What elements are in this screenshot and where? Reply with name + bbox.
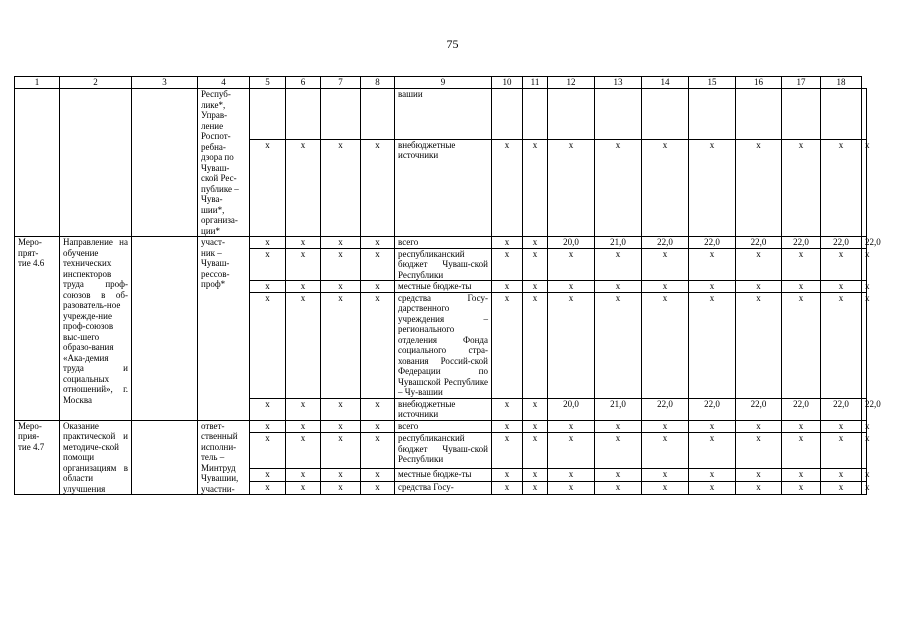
header-cell: 16: [736, 77, 782, 89]
value-cell: x: [361, 433, 395, 469]
value-cell: x: [642, 433, 689, 469]
header-row: [15, 77, 867, 89]
value-cell: x: [821, 292, 862, 398]
value-cell: 22,0: [862, 398, 867, 420]
value-cell: 20,0: [548, 237, 595, 249]
funding-source-cell: республиканский бюджет Чуваш-ской Республики: [395, 248, 492, 281]
value-cell: [321, 89, 361, 140]
value-cell: x: [321, 139, 361, 236]
value-cell: 22,0: [736, 398, 782, 420]
value-cell: x: [782, 139, 821, 236]
value-cell: x: [361, 482, 395, 495]
value-cell: x: [642, 292, 689, 398]
value-cell: x: [782, 420, 821, 433]
value-cell: x: [250, 139, 286, 236]
value-cell: [736, 89, 782, 140]
value-cell: x: [548, 292, 595, 398]
value-cell: x: [286, 139, 321, 236]
funding-source-cell: внебюджетные источники: [395, 139, 492, 236]
value-cell: x: [862, 433, 867, 469]
value-cell: x: [250, 292, 286, 398]
header-cell: 10: [492, 77, 523, 89]
value-cell: 22,0: [821, 398, 862, 420]
value-cell: x: [523, 281, 548, 293]
value-cell: x: [782, 281, 821, 293]
value-cell: 21,0: [595, 237, 642, 249]
value-cell: x: [492, 281, 523, 293]
value-cell: x: [250, 398, 286, 420]
value-cell: x: [595, 420, 642, 433]
value-cell: 20,0: [548, 398, 595, 420]
value-cell: x: [286, 292, 321, 398]
event-cell: [15, 89, 60, 237]
value-cell: [523, 89, 548, 140]
value-cell: x: [492, 433, 523, 469]
value-cell: x: [862, 139, 867, 236]
value-cell: x: [250, 469, 286, 482]
value-cell: x: [523, 139, 548, 236]
value-cell: x: [782, 292, 821, 398]
value-cell: 22,0: [862, 237, 867, 249]
header-cell: 5: [250, 77, 286, 89]
value-cell: x: [321, 469, 361, 482]
event-cell: Меро- прят- тие 4.6: [15, 237, 60, 421]
value-cell: x: [321, 398, 361, 420]
value-cell: x: [286, 281, 321, 293]
value-cell: x: [821, 482, 862, 495]
value-cell: x: [642, 469, 689, 482]
value-cell: x: [642, 420, 689, 433]
value-cell: x: [642, 482, 689, 495]
header-cell: 8: [361, 77, 395, 89]
funding-source-cell: средства Госу-: [395, 482, 492, 495]
value-cell: x: [361, 292, 395, 398]
value-cell: x: [361, 420, 395, 433]
value-cell: 22,0: [821, 237, 862, 249]
value-cell: [548, 89, 595, 140]
value-cell: [862, 89, 867, 140]
value-cell: x: [286, 248, 321, 281]
value-cell: x: [595, 139, 642, 236]
value-cell: x: [286, 237, 321, 249]
value-cell: x: [523, 420, 548, 433]
name-cell: Направление на обучение технических инспекторов труда проф-союзов в об-разователь-ное учрежде-ние проф-союзов выс-шего образо-вания «Ака-демия труда и социальных отношений», г. Москва: [60, 237, 132, 421]
value-cell: x: [689, 482, 736, 495]
header-cell: 17: [782, 77, 821, 89]
header-cell: 14: [642, 77, 689, 89]
header-cell: 18: [821, 77, 862, 89]
value-cell: 21,0: [595, 398, 642, 420]
empty-cell: [132, 420, 198, 495]
value-cell: x: [286, 398, 321, 420]
value-cell: 22,0: [736, 237, 782, 249]
block1-row: [15, 237, 867, 249]
value-cell: x: [250, 237, 286, 249]
value-cell: x: [689, 292, 736, 398]
value-cell: 22,0: [642, 237, 689, 249]
value-cell: x: [595, 281, 642, 293]
value-cell: x: [492, 482, 523, 495]
value-cell: x: [689, 420, 736, 433]
value-cell: x: [782, 482, 821, 495]
header-cell: 6: [286, 77, 321, 89]
empty-cell: [132, 89, 198, 237]
value-cell: x: [250, 248, 286, 281]
program-table: [14, 76, 881, 495]
value-cell: x: [689, 433, 736, 469]
value-cell: x: [689, 469, 736, 482]
value-cell: x: [642, 248, 689, 281]
value-cell: x: [492, 237, 523, 249]
value-cell: x: [548, 281, 595, 293]
value-cell: 22,0: [642, 398, 689, 420]
name-cell: [60, 89, 132, 237]
header-cell: 4: [198, 77, 250, 89]
value-cell: x: [595, 433, 642, 469]
value-cell: [642, 89, 689, 140]
value-cell: x: [689, 281, 736, 293]
value-cell: [492, 89, 523, 140]
value-cell: x: [492, 248, 523, 281]
value-cell: [250, 89, 286, 140]
value-cell: x: [361, 139, 395, 236]
value-cell: 22,0: [689, 398, 736, 420]
header-cell: 15: [689, 77, 736, 89]
value-cell: x: [523, 482, 548, 495]
block0-row: [15, 89, 867, 140]
block2-row: [15, 420, 867, 433]
header-cell: 3: [132, 77, 198, 89]
value-cell: x: [250, 281, 286, 293]
value-cell: x: [862, 469, 867, 482]
value-cell: x: [492, 139, 523, 236]
value-cell: x: [642, 281, 689, 293]
value-cell: 22,0: [689, 237, 736, 249]
header-cell: 12: [548, 77, 595, 89]
value-cell: x: [286, 420, 321, 433]
value-cell: x: [736, 281, 782, 293]
value-cell: x: [523, 433, 548, 469]
value-cell: x: [321, 420, 361, 433]
value-cell: x: [736, 482, 782, 495]
value-cell: x: [548, 433, 595, 469]
value-cell: x: [736, 420, 782, 433]
value-cell: x: [862, 482, 867, 495]
value-cell: 22,0: [782, 237, 821, 249]
value-cell: x: [321, 248, 361, 281]
value-cell: x: [321, 237, 361, 249]
empty-cell: [132, 237, 198, 421]
value-cell: x: [689, 139, 736, 236]
value-cell: [821, 89, 862, 140]
value-cell: [286, 89, 321, 140]
value-cell: x: [321, 281, 361, 293]
funding-source-cell: всего: [395, 237, 492, 249]
header-cell: 9: [395, 77, 492, 89]
value-cell: x: [321, 433, 361, 469]
value-cell: [689, 89, 736, 140]
name-cell: Оказание практической и методиче-ской помощи организациям в области улучшения: [60, 420, 132, 495]
value-cell: x: [821, 469, 862, 482]
value-cell: x: [492, 469, 523, 482]
executor-cell: ответ- ственный исполни- тель – Минтруд Чувашии, участни-: [198, 420, 250, 495]
funding-source-cell: вашии: [395, 89, 492, 140]
value-cell: x: [821, 139, 862, 236]
page-number: 75: [446, 37, 459, 51]
value-cell: x: [286, 482, 321, 495]
value-cell: x: [736, 433, 782, 469]
value-cell: x: [782, 248, 821, 281]
value-cell: x: [595, 248, 642, 281]
value-cell: x: [821, 248, 862, 281]
funding-source-cell: всего: [395, 420, 492, 433]
value-cell: x: [736, 469, 782, 482]
value-cell: x: [642, 139, 689, 236]
value-cell: x: [595, 469, 642, 482]
value-cell: x: [361, 237, 395, 249]
value-cell: x: [286, 433, 321, 469]
value-cell: x: [821, 433, 862, 469]
value-cell: x: [689, 248, 736, 281]
value-cell: x: [821, 281, 862, 293]
value-cell: x: [286, 469, 321, 482]
value-cell: x: [736, 139, 782, 236]
funding-source-cell: местные бюдже-ты: [395, 469, 492, 482]
value-cell: x: [523, 292, 548, 398]
executor-cell: участ- ник – Чуваш- рессов- проф*: [198, 237, 250, 421]
value-cell: x: [361, 398, 395, 420]
value-cell: x: [736, 292, 782, 398]
value-cell: x: [548, 248, 595, 281]
value-cell: x: [492, 398, 523, 420]
value-cell: x: [782, 469, 821, 482]
value-cell: x: [250, 482, 286, 495]
value-cell: x: [321, 292, 361, 398]
value-cell: x: [523, 237, 548, 249]
header-cell: 1: [15, 77, 60, 89]
header-cell: 11: [523, 77, 548, 89]
value-cell: x: [821, 420, 862, 433]
value-cell: x: [361, 281, 395, 293]
value-cell: x: [361, 248, 395, 281]
value-cell: x: [548, 420, 595, 433]
event-cell: Меро- прия- тие 4.7: [15, 420, 60, 495]
value-cell: x: [250, 433, 286, 469]
value-cell: x: [736, 248, 782, 281]
value-cell: x: [862, 420, 867, 433]
header-cell: 7: [321, 77, 361, 89]
executor-cell: Респуб- лике*, Управ- ление Роспот- ребна- дзора по Чуваш- ской Рес- публике – Чува- шии*, организа- ции*: [198, 89, 250, 237]
value-cell: x: [862, 292, 867, 398]
value-cell: [361, 89, 395, 140]
value-cell: x: [548, 139, 595, 236]
funding-source-cell: местные бюдже-ты: [395, 281, 492, 293]
value-cell: x: [595, 292, 642, 398]
value-cell: x: [548, 469, 595, 482]
value-cell: [782, 89, 821, 140]
value-cell: x: [523, 248, 548, 281]
value-cell: x: [523, 398, 548, 420]
value-cell: x: [862, 281, 867, 293]
value-cell: x: [548, 482, 595, 495]
value-cell: x: [595, 482, 642, 495]
value-cell: x: [782, 433, 821, 469]
value-cell: x: [321, 482, 361, 495]
value-cell: x: [492, 420, 523, 433]
value-cell: x: [492, 292, 523, 398]
value-cell: [595, 89, 642, 140]
value-cell: 22,0: [782, 398, 821, 420]
value-cell: x: [361, 469, 395, 482]
value-cell: x: [523, 469, 548, 482]
funding-source-cell: внебюджетные источники: [395, 398, 492, 420]
value-cell: x: [250, 420, 286, 433]
header-cell: 13: [595, 77, 642, 89]
funding-source-cell: республиканский бюджет Чуваш-ской Республики: [395, 433, 492, 469]
header-cell: 2: [60, 77, 132, 89]
funding-source-cell: средства Госу-дарственного учреждения – регионального отделения Фонда социального стра-хования Россий-ской Федерации по Чувашской Республике – Чу-вашии: [395, 292, 492, 398]
value-cell: x: [862, 248, 867, 281]
